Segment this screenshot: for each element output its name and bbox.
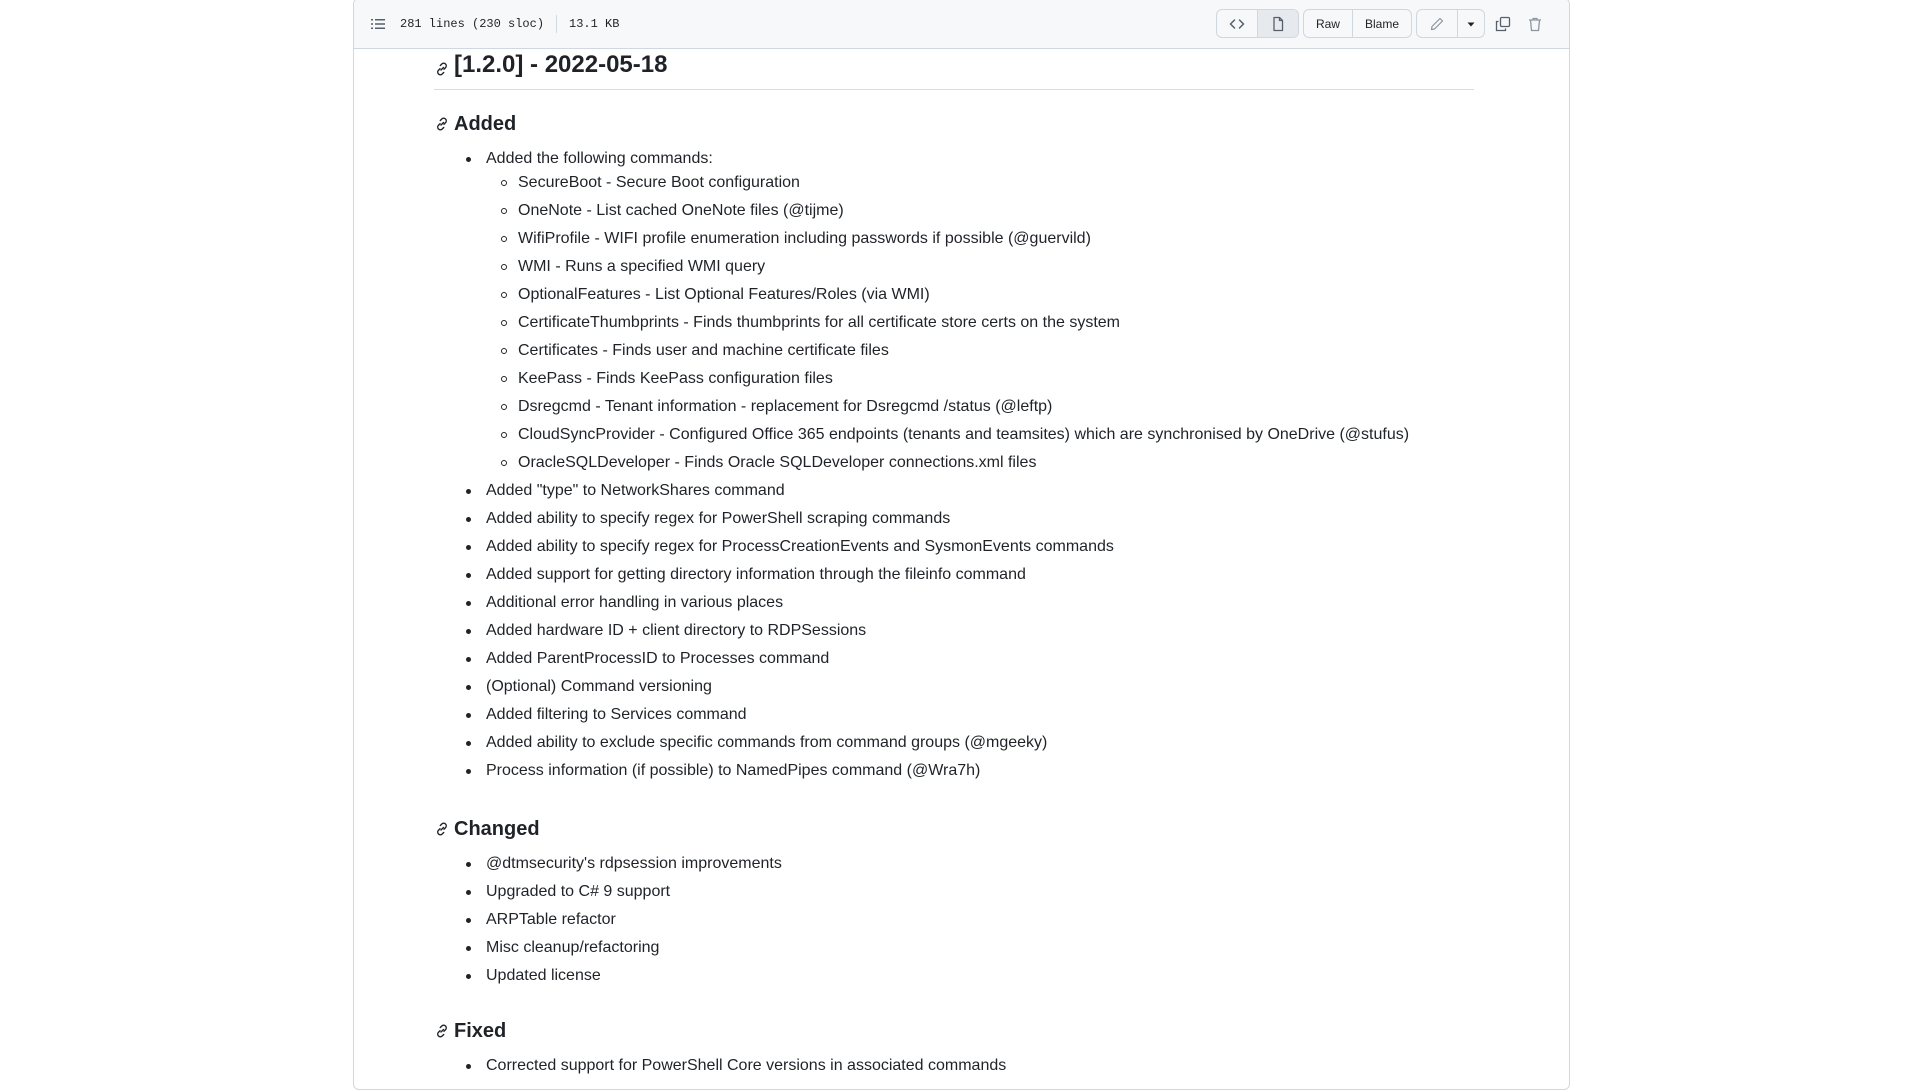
link-icon <box>434 116 450 132</box>
list-unordered-icon <box>370 16 386 32</box>
list-item: (Optional) Command versioning <box>434 675 1474 699</box>
added-intro: Added the following commands: <box>486 150 713 167</box>
file-header <box>354 0 1569 49</box>
changed-heading-text: Changed <box>454 818 540 840</box>
list-item: Added ability to specify regex for ProcessCreationEvents and SysmonEvents commands <box>434 535 1474 559</box>
release-section <box>434 49 1474 90</box>
blame-button[interactable]: Blame <box>1352 10 1411 37</box>
added-heading-text: Added <box>454 113 517 135</box>
list-item: Certificates - Finds user and machine certificate files <box>486 339 1474 363</box>
commands-list <box>486 171 1474 475</box>
list-item: CertificateThumbprints - Finds thumbprints for all certificate store certs on the system <box>486 311 1474 335</box>
list-item: OneNote - List cached OneNote files (@tijme) <box>486 199 1474 223</box>
raw-button[interactable]: Raw <box>1315 16 1340 31</box>
edit-group <box>1416 9 1485 38</box>
list-item <box>434 147 1474 475</box>
list-item: Added ability to exclude specific commands from command groups (@mgeeky) <box>434 731 1474 755</box>
release-anchor-link[interactable] <box>434 61 450 77</box>
added-heading <box>434 111 1474 137</box>
list-item: Added ability to specify regex for PowerShell scraping commands <box>434 507 1474 531</box>
code-view-button[interactable] <box>1217 10 1257 37</box>
link-icon <box>434 1023 450 1039</box>
list-item: ARPTable refactor <box>434 908 1474 932</box>
changed-anchor-link[interactable] <box>434 821 450 837</box>
fixed-heading-text: Fixed <box>454 1020 507 1042</box>
raw-blame-group <box>1303 9 1412 38</box>
file-size: 13.1 KB <box>569 16 620 31</box>
list-item: Corrected support for PowerShell Core versions in associated commands <box>434 1054 1474 1078</box>
list-item: OracleSQLDeveloper - Finds Oracle SQLDeveloper connections.xml files <box>486 451 1474 475</box>
edit-more-button[interactable] <box>1457 10 1484 37</box>
list-item: Added "type" to NetworkShares command <box>434 479 1474 503</box>
triangle-down-icon <box>1466 19 1476 29</box>
copy-icon <box>1495 16 1511 32</box>
list-item: WMI - Runs a specified WMI query <box>486 255 1474 279</box>
list-item: Misc cleanup/refactoring <box>434 936 1474 960</box>
list-item: CloudSyncProvider - Configured Office 365 endpoints (tenants and teamsites) which are synchronised by OneDrive (@stufus) <box>486 423 1474 447</box>
copy-button[interactable] <box>1489 10 1517 38</box>
list-item: Added filtering to Services command <box>434 703 1474 727</box>
preview-view-button[interactable] <box>1257 10 1298 37</box>
trash-icon <box>1527 16 1543 32</box>
list-item: Added ParentProcessID to Processes command <box>434 647 1474 671</box>
file-toolbar <box>1216 9 1549 38</box>
list-item: @dtmsecurity's rdpsession improvements <box>434 852 1474 876</box>
release-title: [1.2.0] - 2022-05-18 <box>454 51 668 78</box>
list-item: OptionalFeatures - List Optional Features/Roles (via WMI) <box>486 283 1474 307</box>
added-list <box>434 147 1474 783</box>
list-item: Added support for getting directory information through the fileinfo command <box>434 563 1474 587</box>
fixed-anchor-link[interactable] <box>434 1023 450 1039</box>
file-viewer <box>353 0 1570 1090</box>
fixed-section <box>434 1018 1474 1078</box>
list-item: Additional error handling in various places <box>434 591 1474 615</box>
list-item: WifiProfile - WIFI profile enumeration including passwords if possible (@guervild) <box>486 227 1474 251</box>
list-item: Upgraded to C# 9 support <box>434 880 1474 904</box>
fixed-list <box>434 1054 1474 1078</box>
fixed-heading <box>434 1018 1474 1044</box>
edit-file-button[interactable] <box>1417 10 1457 37</box>
changed-heading <box>434 816 1474 842</box>
divider <box>556 15 557 33</box>
release-heading <box>434 49 1474 90</box>
changed-section <box>434 816 1474 988</box>
delete-file-button[interactable] <box>1521 10 1549 38</box>
outline-toggle-button[interactable] <box>366 12 390 36</box>
link-icon <box>434 821 450 837</box>
code-icon <box>1229 16 1245 32</box>
link-icon <box>434 61 450 77</box>
added-section <box>434 111 1474 783</box>
added-anchor-link[interactable] <box>434 116 450 132</box>
view-mode-toggle <box>1216 9 1299 38</box>
list-item: Added hardware ID + client directory to RDPSessions <box>434 619 1474 643</box>
list-item: KeePass - Finds KeePass configuration files <box>486 367 1474 391</box>
list-item: SecureBoot - Secure Boot configuration <box>486 171 1474 195</box>
file-icon <box>1270 16 1286 32</box>
changed-list <box>434 852 1474 988</box>
list-item: Updated license <box>434 964 1474 988</box>
line-count: 281 lines (230 sloc) <box>400 16 545 31</box>
list-item: Process information (if possible) to NamedPipes command (@Wra7h) <box>434 759 1474 783</box>
list-item: Dsregcmd - Tenant information - replacement for Dsregcmd /status (@leftp) <box>486 395 1474 419</box>
pencil-icon <box>1429 16 1445 32</box>
file-info <box>400 15 619 33</box>
